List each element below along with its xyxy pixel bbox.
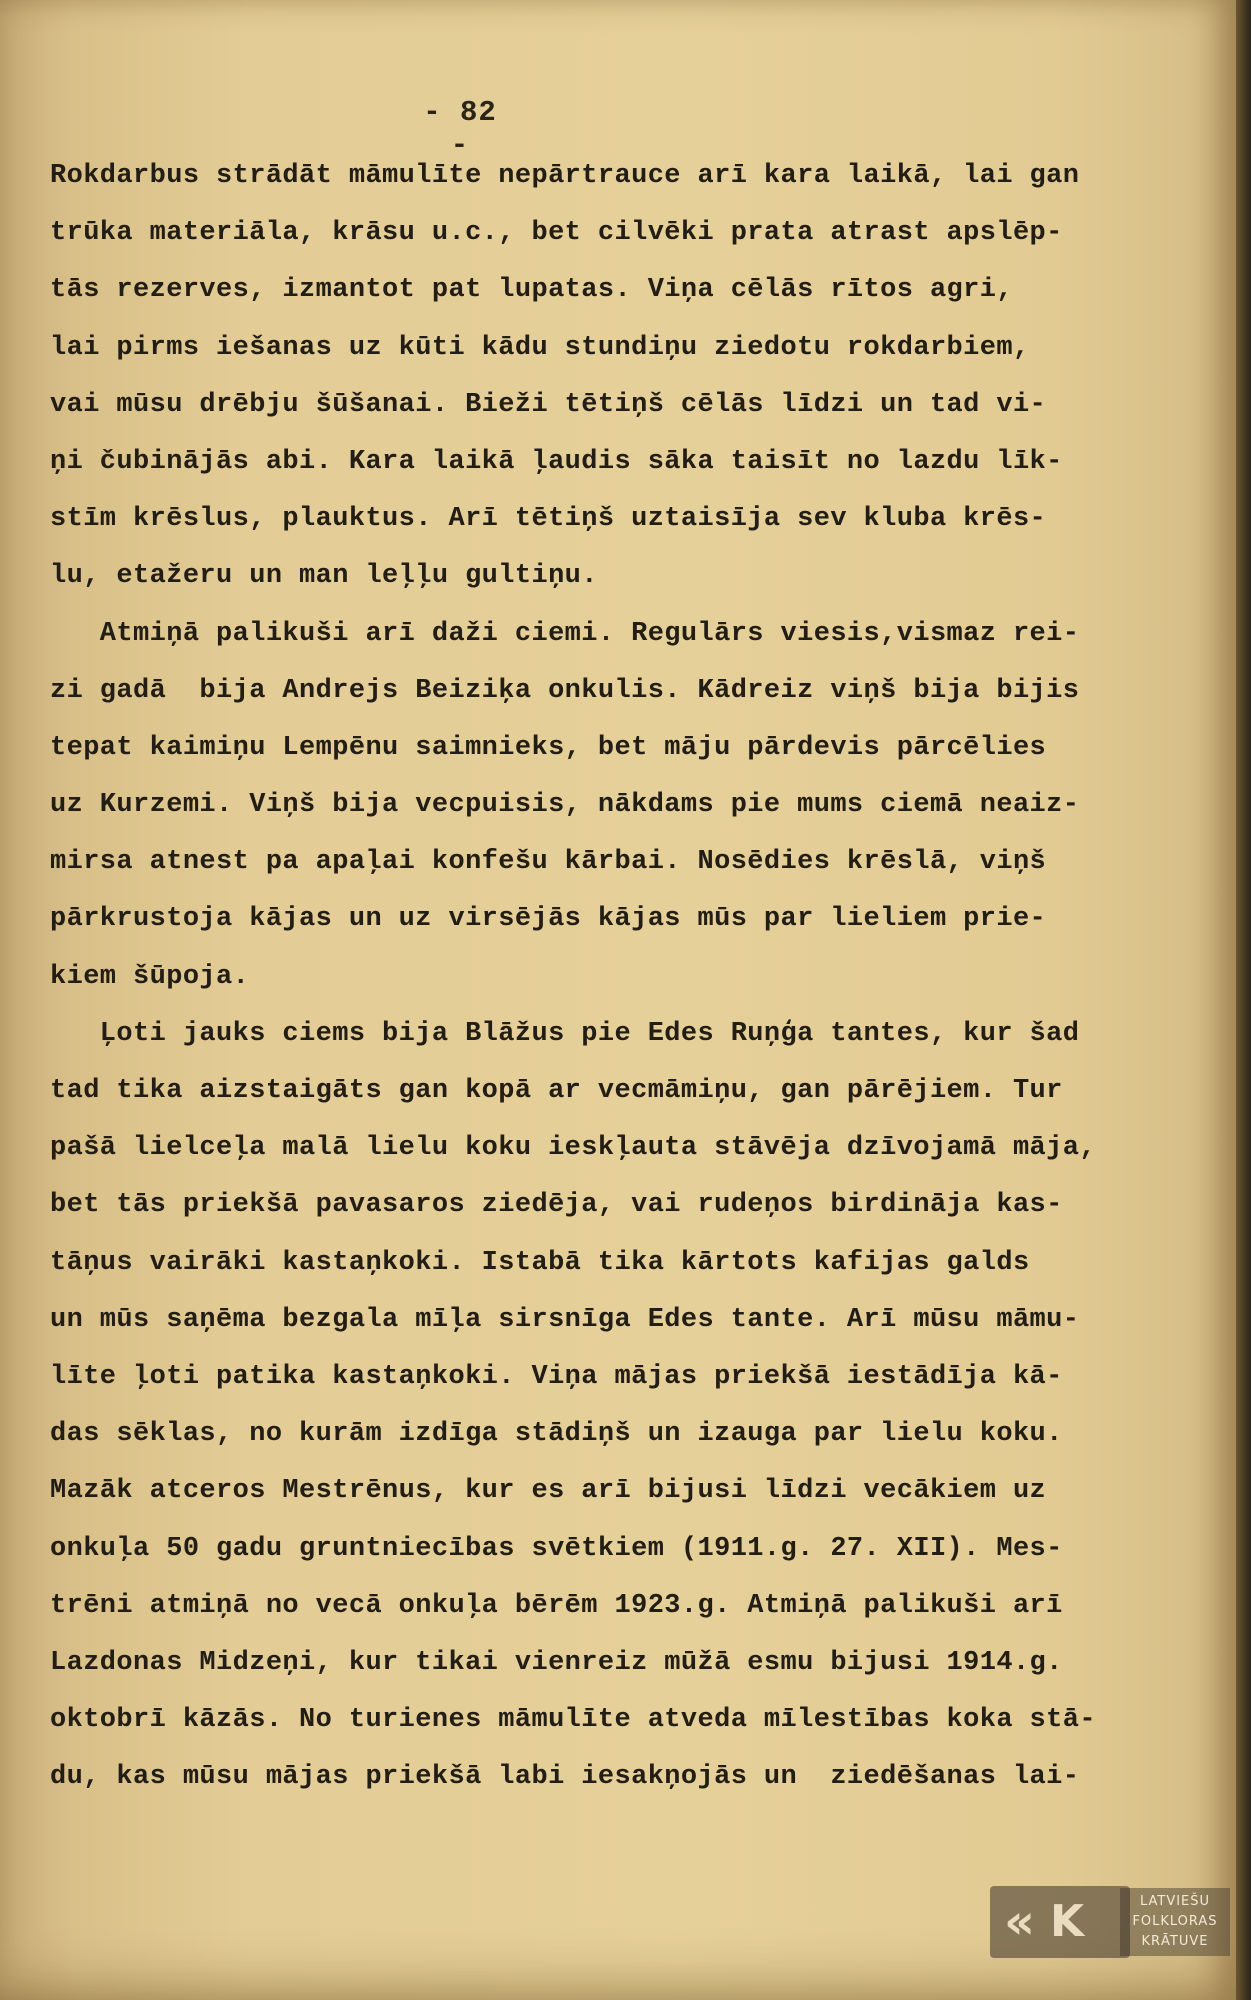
text-line: trūka materiāla, krāsu u.c., bet cilvēki prata atrast apslēp- — [50, 218, 1063, 249]
logo-line-3: KRĀTUVE — [1141, 1934, 1209, 1949]
text-line: Ļoti jauks ciems bija Blāžus pie Edes Ruņģa tantes, kur šad — [50, 1018, 1080, 1049]
text-line: bet tās priekšā pavasaros ziedēja, vai rudeņos birdināja kas- — [50, 1190, 1063, 1221]
typed-text-body — [50, 148, 1130, 1806]
text-line: līte ļoti patika kastaņkoki. Viņa mājas priekšā iestādīja kā- — [50, 1361, 1063, 1392]
text-line: pārkrustoja kājas un uz virsējās kājas mūs par lieliem prie- — [50, 904, 1047, 935]
chevron-icon: « — [1004, 1894, 1036, 1950]
text-line: trēni atmiņā no vecā onkuļa bērēm 1923.g. Atmiņā palikuši arī — [50, 1590, 1063, 1621]
archive-logo-mark — [990, 1886, 1130, 1958]
text-line: lu, etažeru un man leļļu gultiņu. — [50, 561, 598, 592]
text-line: tās rezerves, izmantot pat lupatas. Viņa cēlās rītos agri, — [50, 275, 1013, 306]
text-line: vai mūsu drēbju šūšanai. Bieži tētiņš cēlās līdzi un tad vi- — [50, 389, 1047, 420]
text-line: das sēklas, no kurām izdīga stādiņš un izauga par lielu koku. — [50, 1419, 1063, 1450]
text-line: kiem šūpoja. — [50, 961, 250, 992]
text-line: du, kas mūsu mājas priekšā labi iesakņojās un ziedēšanas lai- — [50, 1762, 1080, 1793]
text-line: uz Kurzemi. Viņš bija vecpuisis, nākdams pie mums ciemā neaiz- — [50, 790, 1080, 821]
text-line: zi gadā bija Andrejs Beiziķa onkulis. Kādreiz viņš bija bijis — [50, 675, 1080, 706]
logo-line-1: LATVIEŠU — [1139, 1894, 1211, 1909]
text-line: Mazāk atceros Mestrēnus, kur es arī bijusi līdzi vecākiem uz — [50, 1476, 1047, 1507]
text-line: pašā lielceļa malā lielu koku ieskļauta stāvēja dzīvojamā māja, — [50, 1133, 1096, 1164]
text-line: tāņus vairāki kastaņkoki. Istabā tika kārtots kafijas galds — [50, 1247, 1030, 1278]
text-line: Rokdarbus strādāt māmulīte nepārtrauce arī kara laikā, lai gan — [50, 161, 1080, 191]
text-line: ņi čubinājās abi. Kara laikā ļaudis sāka taisīt no lazdu līk- — [50, 446, 1063, 477]
page-number: - 82 - — [423, 96, 497, 162]
text-line: stīm krēslus, plauktus. Arī tētiņš uztaisīja sev kluba krēs- — [50, 504, 1047, 535]
text-line: lai pirms iešanas uz kūti kādu stundiņu ziedotu rokdarbiem, — [50, 332, 1030, 363]
text-line: Atmiņā palikuši arī daži ciemi. Regulārs viesis,vismaz rei- — [50, 618, 1080, 649]
logo-line-2: FOLKLORAS — [1132, 1914, 1218, 1929]
text-line: tepat kaimiņu Lempēnu saimnieks, bet māju pārdevis pārcēlies — [50, 732, 1047, 763]
logo-k-letter: K — [1050, 1896, 1085, 1947]
text-line: onkuļa 50 gadu gruntniecības svētkiem (1911.g. 27. XII). Mes- — [50, 1533, 1063, 1564]
text-line: Lazdonas Midzeņi, kur tikai vienreiz mūžā esmu bijusi 1914.g. — [50, 1647, 1063, 1678]
archive-logo — [990, 1882, 1230, 1962]
text-line: tad tika aizstaigāts gan kopā ar vecmāmiņu, gan pārējiem. Tur — [50, 1076, 1063, 1106]
text-line: mirsa atnest pa apaļai konfešu kārbai. Nosēdies krēslā, viņš — [50, 847, 1047, 878]
text-line: un mūs saņēma bezgala mīļa sirsnīga Edes tante. Arī mūsu māmu- — [50, 1304, 1080, 1335]
text-line: oktobrī kāzās. No turienes māmulīte atveda mīlestības koka stā- — [50, 1705, 1096, 1736]
archive-logo-text — [1120, 1888, 1230, 1956]
page-edge-shadow — [1236, 0, 1251, 2000]
